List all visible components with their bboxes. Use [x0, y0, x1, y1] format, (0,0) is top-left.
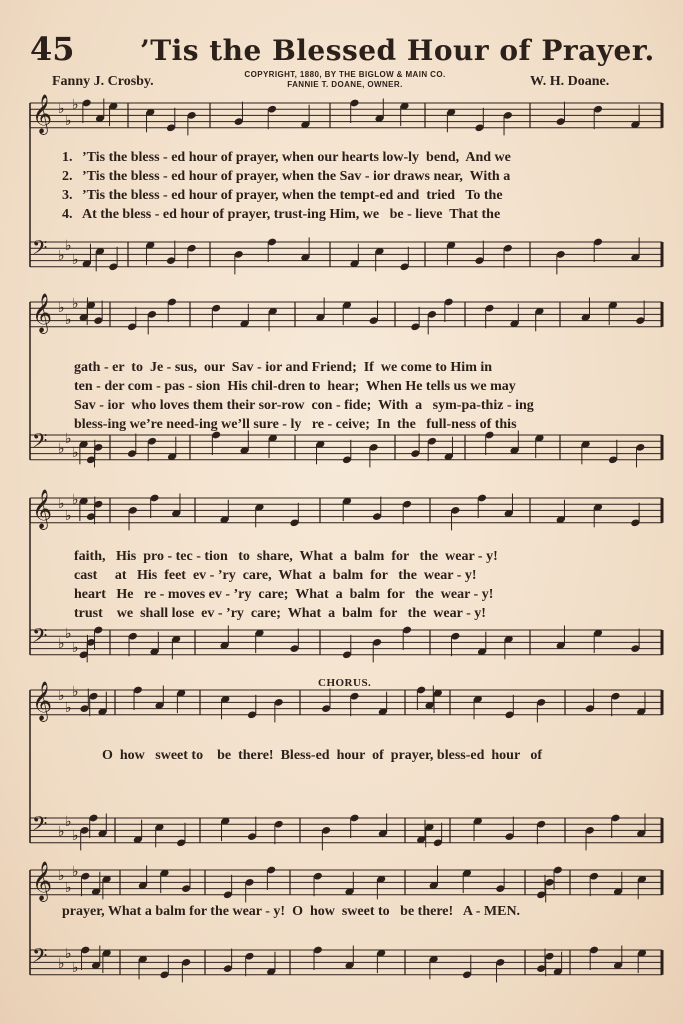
flat-icon: ♭ [58, 636, 65, 652]
bass-clef-icon: 𝄢 [32, 812, 48, 840]
lyric-line: trust we shall lose ev - ’ry care; What a balm for the wear - y! [74, 606, 486, 621]
flat-icon: ♭ [65, 113, 72, 129]
chorus-label: CHORUS. [318, 677, 372, 689]
flat-icon: ♭ [72, 445, 79, 461]
bass-clef-icon: 𝄢 [32, 236, 48, 264]
lyric-line: ten - der com - pas - sion His chil-dren to hear; When He tells us we may [74, 379, 516, 394]
flat-icon: ♭ [65, 700, 72, 716]
lyric-text: ’Tis the bless - ed hour of prayer, when the Sav - ior draws near, With a [82, 169, 511, 184]
flat-icon: ♭ [72, 960, 79, 976]
treble-clef-icon: 𝄞 [32, 293, 53, 333]
flat-icon: ♭ [72, 296, 79, 312]
treble-clef-icon: 𝄞 [32, 94, 53, 134]
flat-icon: ♭ [65, 312, 72, 328]
flat-icon: ♭ [72, 492, 79, 508]
flat-icon: ♭ [72, 640, 79, 656]
flat-icon: ♭ [72, 252, 79, 268]
verse-number: 4. [62, 207, 73, 222]
flat-icon: ♭ [72, 97, 79, 113]
flat-icon: ♭ [58, 824, 65, 840]
flat-icon: ♭ [65, 946, 72, 962]
flat-icon: ♭ [65, 880, 72, 896]
lyric-line [62, 169, 510, 185]
lyric-line: O how sweet to be there! Bless-ed hour of prayer, bless-ed hour of [102, 748, 543, 763]
flat-icon: ♭ [65, 508, 72, 524]
verse-number: 2. [62, 169, 73, 184]
lyric-text: ’Tis the bless - ed hour of prayer, when our hearts low-ly bend, And we [82, 150, 511, 165]
lyric-line: Sav - ior who loves them their sor-row con - fide; With a sym-pa-thiz - ing [74, 398, 534, 413]
lyric-line [62, 150, 511, 166]
flat-icon: ♭ [58, 496, 65, 512]
bass-clef-icon: 𝄢 [32, 429, 48, 457]
verse-number: 3. [62, 188, 73, 203]
verse-number: 1. [62, 150, 73, 165]
hymn-number: 45 [30, 30, 75, 68]
lyric-line [62, 207, 500, 223]
flat-icon: ♭ [58, 956, 65, 972]
copyright-line-1: COPYRIGHT, 1880, BY THE BIGLOW & MAIN CO. [244, 70, 446, 79]
treble-clef-icon: 𝄞 [32, 861, 53, 901]
lyric-text: At the bless - ed hour of prayer, trust-ing Him, we be - lieve That the [82, 207, 501, 222]
flat-icon: ♭ [65, 814, 72, 830]
flat-icon: ♭ [72, 864, 79, 880]
flat-icon: ♭ [65, 238, 72, 254]
lyric-line: heart He re - moves ev - ’ry care; What a balm for the wear - y! [74, 587, 494, 602]
lyric-line: faith, His pro - tec - tion to share, What a balm for the wear - y! [74, 549, 498, 564]
hymn-title: ’Tis the Blessed Hour of Prayer. [140, 34, 655, 67]
lyric-line: bless-ing we’re need-ing we’ll sure - ly re - ceive; In the full-ness of this [74, 417, 517, 432]
flat-icon: ♭ [58, 248, 65, 264]
copyright-line-2: FANNIE T. DOANE, OWNER. [287, 80, 403, 89]
treble-clef-icon: 𝄞 [32, 489, 53, 529]
flat-icon: ♭ [65, 626, 72, 642]
lyric-text: ’Tis the bless - ed hour of prayer, when the tempt-ed and tried To the [82, 188, 503, 203]
flat-icon: ♭ [58, 101, 65, 117]
flat-icon: ♭ [58, 688, 65, 704]
treble-clef-icon: 𝄞 [32, 681, 53, 721]
flat-icon: ♭ [72, 828, 79, 844]
flat-icon: ♭ [58, 868, 65, 884]
lyric-line [62, 188, 503, 204]
lyric-line: prayer, What a balm for the wear - y! O how sweet to be there! A - MEN. [62, 904, 521, 919]
flat-icon: ♭ [58, 441, 65, 457]
flat-icon: ♭ [65, 431, 72, 447]
bass-clef-icon: 𝄢 [32, 944, 48, 972]
composer-credit: W. H. Doane. [530, 74, 610, 89]
flat-icon: ♭ [72, 684, 79, 700]
bass-clef-icon: 𝄢 [32, 624, 48, 652]
author-credit: Fanny J. Crosby. [52, 74, 154, 89]
flat-icon: ♭ [58, 300, 65, 316]
lyric-line: gath - er to Je - sus, our Sav - ior and Friend; If we come to Him in [74, 360, 493, 375]
lyric-line: cast at His feet ev - ’ry care, What a balm for the wear - y! [74, 568, 477, 583]
